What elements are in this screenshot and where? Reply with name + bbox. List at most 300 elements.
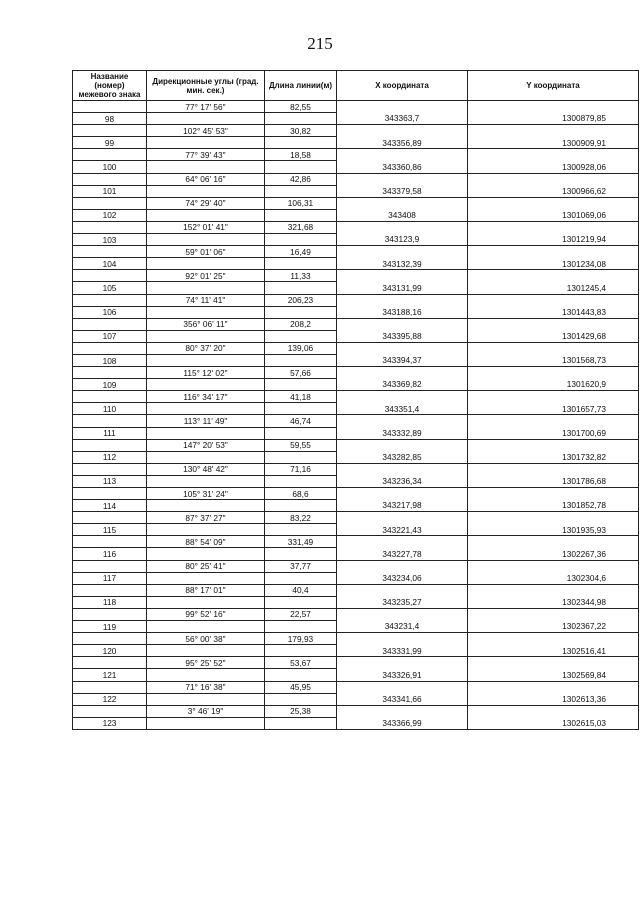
direction-angle-cell-empty <box>147 621 265 633</box>
line-length-cell-empty <box>265 234 337 246</box>
mark-name-cell-empty <box>73 681 147 693</box>
y-coordinate-cell-empty <box>468 657 639 669</box>
line-length-cell: 37,77 <box>265 560 337 572</box>
line-length-cell: 40,4 <box>265 584 337 596</box>
segment-row <box>73 101 639 113</box>
segment-row <box>73 318 639 330</box>
x-coordinate-cell-empty <box>337 270 468 282</box>
point-row <box>73 306 639 318</box>
direction-angle-cell-empty <box>147 596 265 608</box>
point-row <box>73 500 639 512</box>
y-coordinate-cell: 1301234,08 <box>468 258 639 270</box>
line-length-cell: 321,68 <box>265 221 337 233</box>
x-coordinate-cell: 343132,39 <box>337 258 468 270</box>
mark-name-cell: 123 <box>73 717 147 729</box>
y-coordinate-cell: 1301786,68 <box>468 475 639 487</box>
line-length-cell: 179,93 <box>265 633 337 645</box>
x-coordinate-cell: 343217,98 <box>337 500 468 512</box>
point-row <box>73 451 639 463</box>
point-row <box>73 185 639 197</box>
x-coordinate-cell: 343221,43 <box>337 524 468 536</box>
point-row <box>73 137 639 149</box>
mark-name-cell-empty <box>73 512 147 524</box>
point-row <box>73 113 639 125</box>
y-coordinate-cell: 1302367,22 <box>468 621 639 633</box>
y-coordinate-cell-empty <box>468 246 639 258</box>
x-coordinate-cell: 343331,99 <box>337 645 468 657</box>
mark-name-cell: 121 <box>73 669 147 681</box>
x-coordinate-cell: 343363,7 <box>337 113 468 125</box>
mark-name-cell: 118 <box>73 596 147 608</box>
segment-row <box>73 608 639 620</box>
direction-angle-cell: 71° 16' 38" <box>147 681 265 693</box>
point-row <box>73 258 639 270</box>
header-direction-angle: Дирекционные углы (град. мин. сек.) <box>147 71 265 101</box>
header-x-coordinate: X координата <box>337 71 468 101</box>
point-row <box>73 330 639 342</box>
point-row <box>73 354 639 366</box>
mark-name-cell: 115 <box>73 524 147 536</box>
mark-name-cell-empty <box>73 463 147 475</box>
point-row <box>73 427 639 439</box>
y-coordinate-cell-empty <box>468 415 639 427</box>
line-length-cell-empty <box>265 209 337 221</box>
line-length-cell: 59,55 <box>265 439 337 451</box>
direction-angle-cell: 95° 25' 52" <box>147 657 265 669</box>
segment-row <box>73 560 639 572</box>
direction-angle-cell-empty <box>147 258 265 270</box>
point-row <box>73 596 639 608</box>
mark-name-cell-empty <box>73 318 147 330</box>
y-coordinate-cell: 1301245,4 <box>468 282 639 294</box>
y-coordinate-cell-empty <box>468 367 639 379</box>
mark-name-cell: 109 <box>73 379 147 391</box>
x-coordinate-cell-empty <box>337 584 468 596</box>
line-length-cell-empty <box>265 113 337 125</box>
table-body <box>73 101 639 730</box>
line-length-cell-empty <box>265 137 337 149</box>
x-coordinate-cell: 343236,34 <box>337 475 468 487</box>
x-coordinate-cell: 343234,06 <box>337 572 468 584</box>
segment-row <box>73 657 639 669</box>
direction-angle-cell: 77° 17' 56" <box>147 101 265 113</box>
line-length-cell: 45,95 <box>265 681 337 693</box>
x-coordinate-cell-empty <box>337 221 468 233</box>
line-length-cell: 46,74 <box>265 415 337 427</box>
y-coordinate-cell-empty <box>468 270 639 282</box>
x-coordinate-cell-empty <box>337 367 468 379</box>
direction-angle-cell: 80° 25' 41" <box>147 560 265 572</box>
line-length-cell-empty <box>265 693 337 705</box>
line-length-cell: 331,49 <box>265 536 337 548</box>
y-coordinate-cell: 1302516,41 <box>468 645 639 657</box>
y-coordinate-cell-empty <box>468 101 639 113</box>
x-coordinate-cell: 343356,89 <box>337 137 468 149</box>
y-coordinate-cell-empty <box>468 463 639 475</box>
x-coordinate-cell-empty <box>337 705 468 717</box>
mark-name-cell: 107 <box>73 330 147 342</box>
line-length-cell: 68,6 <box>265 488 337 500</box>
direction-angle-cell-empty <box>147 185 265 197</box>
direction-angle-cell-empty <box>147 548 265 560</box>
y-coordinate-cell: 1301219,94 <box>468 234 639 246</box>
segment-row <box>73 270 639 282</box>
x-coordinate-cell-empty <box>337 318 468 330</box>
x-coordinate-cell: 343395,88 <box>337 330 468 342</box>
y-coordinate-cell-empty <box>468 391 639 403</box>
mark-name-cell: 113 <box>73 475 147 487</box>
header-y-coordinate: Y координата <box>468 71 639 101</box>
segment-row <box>73 342 639 354</box>
x-coordinate-cell-empty <box>337 560 468 572</box>
line-length-cell: 206,23 <box>265 294 337 306</box>
direction-angle-cell-empty <box>147 282 265 294</box>
x-coordinate-cell-empty <box>337 197 468 209</box>
point-row <box>73 621 639 633</box>
y-coordinate-cell: 1302569,84 <box>468 669 639 681</box>
point-row <box>73 717 639 729</box>
point-row <box>73 475 639 487</box>
mark-name-cell: 111 <box>73 427 147 439</box>
y-coordinate-cell-empty <box>468 221 639 233</box>
line-length-cell-empty <box>265 379 337 391</box>
x-coordinate-cell-empty <box>337 391 468 403</box>
x-coordinate-cell: 343408 <box>337 209 468 221</box>
mark-name-cell-empty <box>73 391 147 403</box>
direction-angle-cell: 102° 45' 53" <box>147 125 265 137</box>
mark-name-cell: 122 <box>73 693 147 705</box>
line-length-cell: 83,22 <box>265 512 337 524</box>
y-coordinate-cell: 1301568,73 <box>468 354 639 366</box>
direction-angle-cell: 130° 48' 42" <box>147 463 265 475</box>
direction-angle-cell-empty <box>147 234 265 246</box>
mark-name-cell: 98 <box>73 113 147 125</box>
mark-name-cell-empty <box>73 173 147 185</box>
x-coordinate-cell-empty <box>337 173 468 185</box>
mark-name-cell: 104 <box>73 258 147 270</box>
line-length-cell-empty <box>265 645 337 657</box>
line-length-cell-empty <box>265 258 337 270</box>
y-coordinate-cell: 1302304,6 <box>468 572 639 584</box>
y-coordinate-cell: 1301620,9 <box>468 379 639 391</box>
x-coordinate-cell-empty <box>337 439 468 451</box>
line-length-cell-empty <box>265 717 337 729</box>
line-length-cell-empty <box>265 621 337 633</box>
x-coordinate-cell-empty <box>337 246 468 258</box>
y-coordinate-cell: 1302344,98 <box>468 596 639 608</box>
direction-angle-cell: 88° 17' 01" <box>147 584 265 596</box>
line-length-cell-empty <box>265 572 337 584</box>
y-coordinate-cell: 1301732,82 <box>468 451 639 463</box>
line-length-cell: 18,58 <box>265 149 337 161</box>
mark-name-cell-empty <box>73 560 147 572</box>
x-coordinate-cell: 343123,9 <box>337 234 468 246</box>
point-row <box>73 572 639 584</box>
x-coordinate-cell-empty <box>337 125 468 137</box>
x-coordinate-cell: 343332,89 <box>337 427 468 439</box>
line-length-cell-empty <box>265 475 337 487</box>
line-length-cell: 57,66 <box>265 367 337 379</box>
direction-angle-cell: 74° 11' 41" <box>147 294 265 306</box>
mark-name-cell: 102 <box>73 209 147 221</box>
point-row <box>73 379 639 391</box>
line-length-cell-empty <box>265 500 337 512</box>
direction-angle-cell-empty <box>147 161 265 173</box>
x-coordinate-cell: 343282,85 <box>337 451 468 463</box>
segment-row <box>73 439 639 451</box>
x-coordinate-cell: 343326,91 <box>337 669 468 681</box>
x-coordinate-cell: 343360,86 <box>337 161 468 173</box>
mark-name-cell-empty <box>73 125 147 137</box>
direction-angle-cell-empty <box>147 427 265 439</box>
y-coordinate-cell: 1302615,03 <box>468 717 639 729</box>
y-coordinate-cell: 1300879,85 <box>468 113 639 125</box>
mark-name-cell-empty <box>73 705 147 717</box>
line-length-cell-empty <box>265 669 337 681</box>
x-coordinate-cell-empty <box>337 463 468 475</box>
line-length-cell: 53,67 <box>265 657 337 669</box>
mark-name-cell: 108 <box>73 354 147 366</box>
point-row <box>73 234 639 246</box>
mark-name-cell: 103 <box>73 234 147 246</box>
y-coordinate-cell-empty <box>468 560 639 572</box>
segment-row <box>73 488 639 500</box>
line-length-cell-empty <box>265 596 337 608</box>
segment-row <box>73 584 639 596</box>
point-row <box>73 693 639 705</box>
direction-angle-cell: 356° 06' 11" <box>147 318 265 330</box>
direction-angle-cell-empty <box>147 403 265 415</box>
x-coordinate-cell: 343366,99 <box>337 717 468 729</box>
line-length-cell-empty <box>265 354 337 366</box>
direction-angle-cell-empty <box>147 306 265 318</box>
mark-name-cell: 105 <box>73 282 147 294</box>
y-coordinate-cell-empty <box>468 318 639 330</box>
y-coordinate-cell-empty <box>468 633 639 645</box>
header-line-length: Длина линии(м) <box>265 71 337 101</box>
mark-name-cell-empty <box>73 197 147 209</box>
y-coordinate-cell-empty <box>468 608 639 620</box>
mark-name-cell: 117 <box>73 572 147 584</box>
header-mark-name: Название (номер) межевого знака <box>73 71 147 101</box>
y-coordinate-cell-empty <box>468 705 639 717</box>
point-row <box>73 209 639 221</box>
line-length-cell: 106,31 <box>265 197 337 209</box>
boundary-coordinates-table <box>72 70 639 730</box>
direction-angle-cell-empty <box>147 475 265 487</box>
direction-angle-cell: 147° 20' 53" <box>147 439 265 451</box>
direction-angle-cell: 56° 00' 38" <box>147 633 265 645</box>
mark-name-cell: 114 <box>73 500 147 512</box>
line-length-cell: 71,16 <box>265 463 337 475</box>
mark-name-cell: 99 <box>73 137 147 149</box>
segment-row <box>73 705 639 717</box>
line-length-cell-empty <box>265 427 337 439</box>
y-coordinate-cell: 1301429,68 <box>468 330 639 342</box>
x-coordinate-cell-empty <box>337 488 468 500</box>
direction-angle-cell: 80° 37' 20" <box>147 342 265 354</box>
y-coordinate-cell: 1301852,78 <box>468 500 639 512</box>
segment-row <box>73 149 639 161</box>
line-length-cell: 11,33 <box>265 270 337 282</box>
segment-row <box>73 246 639 258</box>
x-coordinate-cell-empty <box>337 342 468 354</box>
point-row <box>73 645 639 657</box>
y-coordinate-cell-empty <box>468 488 639 500</box>
y-coordinate-cell-empty <box>468 294 639 306</box>
boundary-table-container <box>72 70 638 730</box>
line-length-cell-empty <box>265 185 337 197</box>
direction-angle-cell-empty <box>147 330 265 342</box>
direction-angle-cell-empty <box>147 693 265 705</box>
x-coordinate-cell: 343341,66 <box>337 693 468 705</box>
y-coordinate-cell-empty <box>468 536 639 548</box>
mark-name-cell-empty <box>73 342 147 354</box>
y-coordinate-cell-empty <box>468 197 639 209</box>
direction-angle-cell: 88° 54' 09" <box>147 536 265 548</box>
y-coordinate-cell-empty <box>468 512 639 524</box>
segment-row <box>73 367 639 379</box>
segment-row <box>73 415 639 427</box>
mark-name-cell-empty <box>73 101 147 113</box>
x-coordinate-cell-empty <box>337 101 468 113</box>
y-coordinate-cell-empty <box>468 584 639 596</box>
mark-name-cell: 100 <box>73 161 147 173</box>
direction-angle-cell: 74° 29' 40" <box>147 197 265 209</box>
direction-angle-cell-empty <box>147 645 265 657</box>
y-coordinate-cell-empty <box>468 173 639 185</box>
direction-angle-cell: 77° 39' 43" <box>147 149 265 161</box>
x-coordinate-cell-empty <box>337 681 468 693</box>
direction-angle-cell: 116° 34' 17" <box>147 391 265 403</box>
mark-name-cell-empty <box>73 221 147 233</box>
mark-name-cell: 119 <box>73 621 147 633</box>
segment-row <box>73 294 639 306</box>
mark-name-cell: 101 <box>73 185 147 197</box>
direction-angle-cell: 64° 06' 16" <box>147 173 265 185</box>
direction-angle-cell: 59° 01' 06" <box>147 246 265 258</box>
mark-name-cell-empty <box>73 536 147 548</box>
y-coordinate-cell: 1301935,93 <box>468 524 639 536</box>
x-coordinate-cell-empty <box>337 536 468 548</box>
point-row <box>73 161 639 173</box>
direction-angle-cell: 152° 01' 41" <box>147 221 265 233</box>
segment-row <box>73 197 639 209</box>
line-length-cell: 25,38 <box>265 705 337 717</box>
line-length-cell: 41,18 <box>265 391 337 403</box>
line-length-cell-empty <box>265 161 337 173</box>
point-row <box>73 548 639 560</box>
x-coordinate-cell: 343188,16 <box>337 306 468 318</box>
mark-name-cell-empty <box>73 246 147 258</box>
direction-angle-cell: 113° 11' 49" <box>147 415 265 427</box>
x-coordinate-cell: 343351,4 <box>337 403 468 415</box>
line-length-cell: 139,06 <box>265 342 337 354</box>
x-coordinate-cell-empty <box>337 294 468 306</box>
y-coordinate-cell-empty <box>468 439 639 451</box>
point-row <box>73 669 639 681</box>
point-row <box>73 282 639 294</box>
line-length-cell-empty <box>265 403 337 415</box>
y-coordinate-cell: 1302613,36 <box>468 693 639 705</box>
segment-row <box>73 125 639 137</box>
mark-name-cell-empty <box>73 439 147 451</box>
direction-angle-cell-empty <box>147 379 265 391</box>
mark-name-cell: 112 <box>73 451 147 463</box>
y-coordinate-cell: 1301069,06 <box>468 209 639 221</box>
direction-angle-cell: 92° 01' 25" <box>147 270 265 282</box>
point-row <box>73 524 639 536</box>
direction-angle-cell-empty <box>147 209 265 221</box>
x-coordinate-cell-empty <box>337 512 468 524</box>
mark-name-cell-empty <box>73 367 147 379</box>
direction-angle-cell-empty <box>147 524 265 536</box>
direction-angle-cell: 105° 31' 24" <box>147 488 265 500</box>
table-header-row <box>73 71 639 101</box>
x-coordinate-cell: 343227,78 <box>337 548 468 560</box>
line-length-cell: 82,55 <box>265 101 337 113</box>
direction-angle-cell: 3° 46' 19" <box>147 705 265 717</box>
segment-row <box>73 463 639 475</box>
y-coordinate-cell-empty <box>468 149 639 161</box>
direction-angle-cell-empty <box>147 137 265 149</box>
direction-angle-cell-empty <box>147 572 265 584</box>
line-length-cell-empty <box>265 282 337 294</box>
line-length-cell-empty <box>265 330 337 342</box>
y-coordinate-cell-empty <box>468 125 639 137</box>
y-coordinate-cell: 1300909,91 <box>468 137 639 149</box>
y-coordinate-cell: 1300928,06 <box>468 161 639 173</box>
mark-name-cell: 110 <box>73 403 147 415</box>
y-coordinate-cell-empty <box>468 681 639 693</box>
y-coordinate-cell: 1301657,73 <box>468 403 639 415</box>
mark-name-cell-empty <box>73 608 147 620</box>
line-length-cell-empty <box>265 306 337 318</box>
direction-angle-cell: 115° 12' 02" <box>147 367 265 379</box>
mark-name-cell: 116 <box>73 548 147 560</box>
line-length-cell-empty <box>265 524 337 536</box>
segment-row <box>73 221 639 233</box>
line-length-cell: 30,82 <box>265 125 337 137</box>
direction-angle-cell-empty <box>147 500 265 512</box>
y-coordinate-cell-empty <box>468 342 639 354</box>
x-coordinate-cell-empty <box>337 633 468 645</box>
direction-angle-cell: 87° 37' 27" <box>147 512 265 524</box>
line-length-cell-empty <box>265 548 337 560</box>
direction-angle-cell-empty <box>147 113 265 125</box>
mark-name-cell-empty <box>73 294 147 306</box>
direction-angle-cell-empty <box>147 717 265 729</box>
line-length-cell-empty <box>265 451 337 463</box>
x-coordinate-cell-empty <box>337 657 468 669</box>
mark-name-cell-empty <box>73 415 147 427</box>
mark-name-cell-empty <box>73 488 147 500</box>
x-coordinate-cell-empty <box>337 415 468 427</box>
segment-row <box>73 633 639 645</box>
x-coordinate-cell: 343235,27 <box>337 596 468 608</box>
mark-name-cell: 106 <box>73 306 147 318</box>
x-coordinate-cell-empty <box>337 608 468 620</box>
y-coordinate-cell: 1300966,62 <box>468 185 639 197</box>
mark-name-cell-empty <box>73 584 147 596</box>
direction-angle-cell-empty <box>147 354 265 366</box>
y-coordinate-cell: 1301700,69 <box>468 427 639 439</box>
direction-angle-cell: 99° 52' 16" <box>147 608 265 620</box>
segment-row <box>73 512 639 524</box>
mark-name-cell-empty <box>73 270 147 282</box>
x-coordinate-cell: 343379,58 <box>337 185 468 197</box>
y-coordinate-cell: 1301443,83 <box>468 306 639 318</box>
